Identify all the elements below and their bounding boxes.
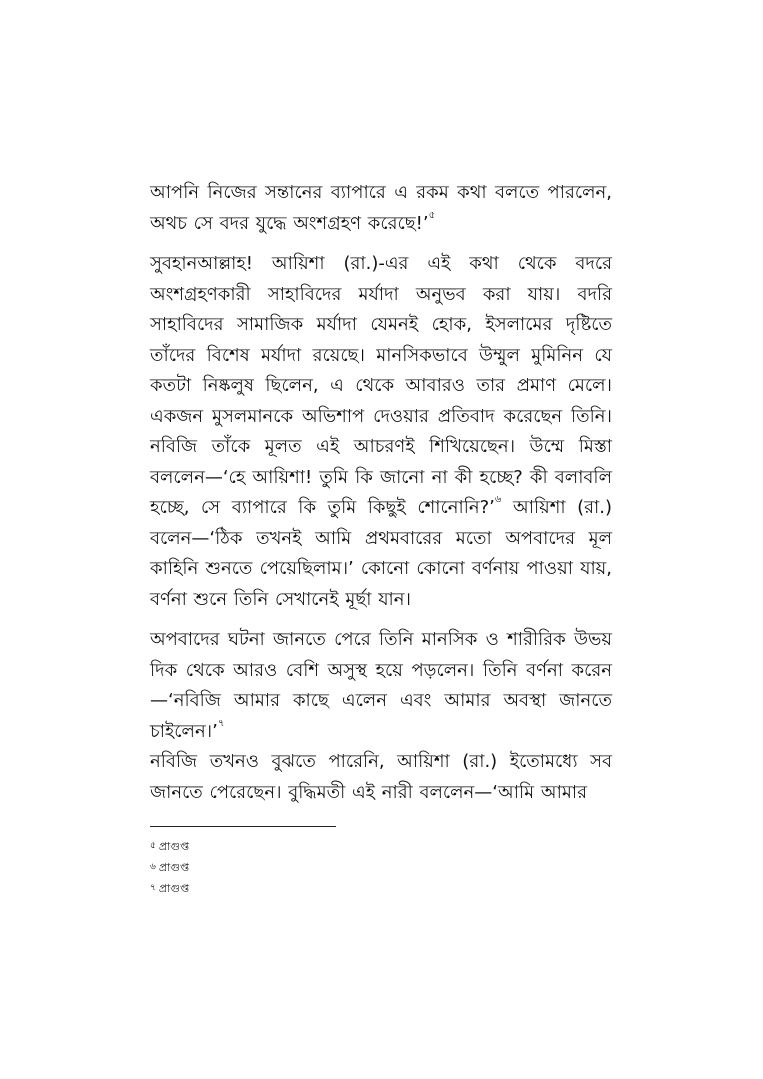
footnote-7-number: ৭	[150, 883, 156, 893]
footnote-6	[150, 857, 450, 878]
footnote-ref-6: ৬	[494, 494, 502, 505]
paragraph-1	[150, 178, 612, 239]
paragraph-3-text: অপবাদের ঘটনা জানতে পেরে তিনি মানসিক ও শারীরিক উভয় দিক থেকে আরও বেশি অসুস্থ হয়ে পড়লেন। তিনি বর্ণনা করেন—‘নবিজি আমার কাছে এলেন এবং আমার অবস্থা জানতে চাইলেন।’	[150, 629, 612, 742]
footnote-7-text: প্রাগুপ্ত	[158, 882, 190, 895]
paragraph-2-text: সুবহানআল্লাহ! আয়িশা (রা.)-এর এই কথা থেকে বদরে অংশগ্রহণকারী সাহাবিদের মর্যাদা অনুভব করা যায়। বদরি সাহাবিদের সামাজিক মর্যাদা যেমনই হোক, ইসলামের দৃষ্টিতে তাঁদের বিশেষ মর্যাদা রয়েছে। মানসিকভাবে উম্মুল মুমিনিন যে কতটা নিষ্কলুষ ছিলেন, এ থেকে আবারও তার প্রমাণ মেলে। একজন মুসলমানকে অভিশাপ দেওয়ার প্রতিবাদ করেছেন তিনি। নবিজি তাঁকে মূলত এই আচরণই শিখিয়েছেন। উম্মে মিস্তা বললেন—‘হে আয়িশা! তুমি কি জানো না কী হচ্ছে? কী বলাবলি হচ্ছে, সে ব্যাপারে কি তুমি কিছুই শোনোনি?’	[150, 253, 612, 518]
footnote-6-number: ৬	[150, 862, 156, 872]
paragraph-2	[150, 249, 612, 615]
paragraph-1-text: আপনি নিজের সন্তানের ব্যাপারে এ রকম কথা বলতে পারলেন, অথচ সে বদর যুদ্ধে অংশগ্রহণ করেছে!’	[150, 182, 612, 234]
footnote-ref-5: ৫	[428, 209, 436, 221]
paragraph-3	[150, 625, 612, 747]
footnotes	[150, 836, 450, 899]
body-text	[150, 178, 612, 808]
footnote-divider	[150, 826, 336, 827]
footnote-ref-7: ৭	[217, 717, 225, 729]
paragraph-4	[150, 747, 612, 808]
footnote-5-number: ৫	[150, 841, 156, 851]
paragraph-2-continuation: আয়িশা (রা.) বলেন—‘ঠিক তখনই আমি প্রথমবারের মতো অপবাদের মূল কাহিনি শুনতে পেয়েছিলাম।’ কোনো কোনো বর্ণনায় পাওয়া যায়, বর্ণনা শুনে তিনি সেখানেই মূর্ছা যান।	[150, 497, 613, 610]
footnote-5-text: প্রাগুপ্ত	[158, 840, 190, 853]
paragraph-4-text: নবিজি তখনও বুঝতে পারেনি, আয়িশা (রা.) ইতোমধ্যে সব জানতে পেরেছেন। বুদ্ধিমতী এই নারী বললেন—‘আমি আমার	[150, 751, 612, 803]
footnote-6-text: প্রাগুপ্ত	[158, 861, 190, 874]
footnote-5	[150, 836, 450, 857]
footnote-7	[150, 878, 450, 899]
